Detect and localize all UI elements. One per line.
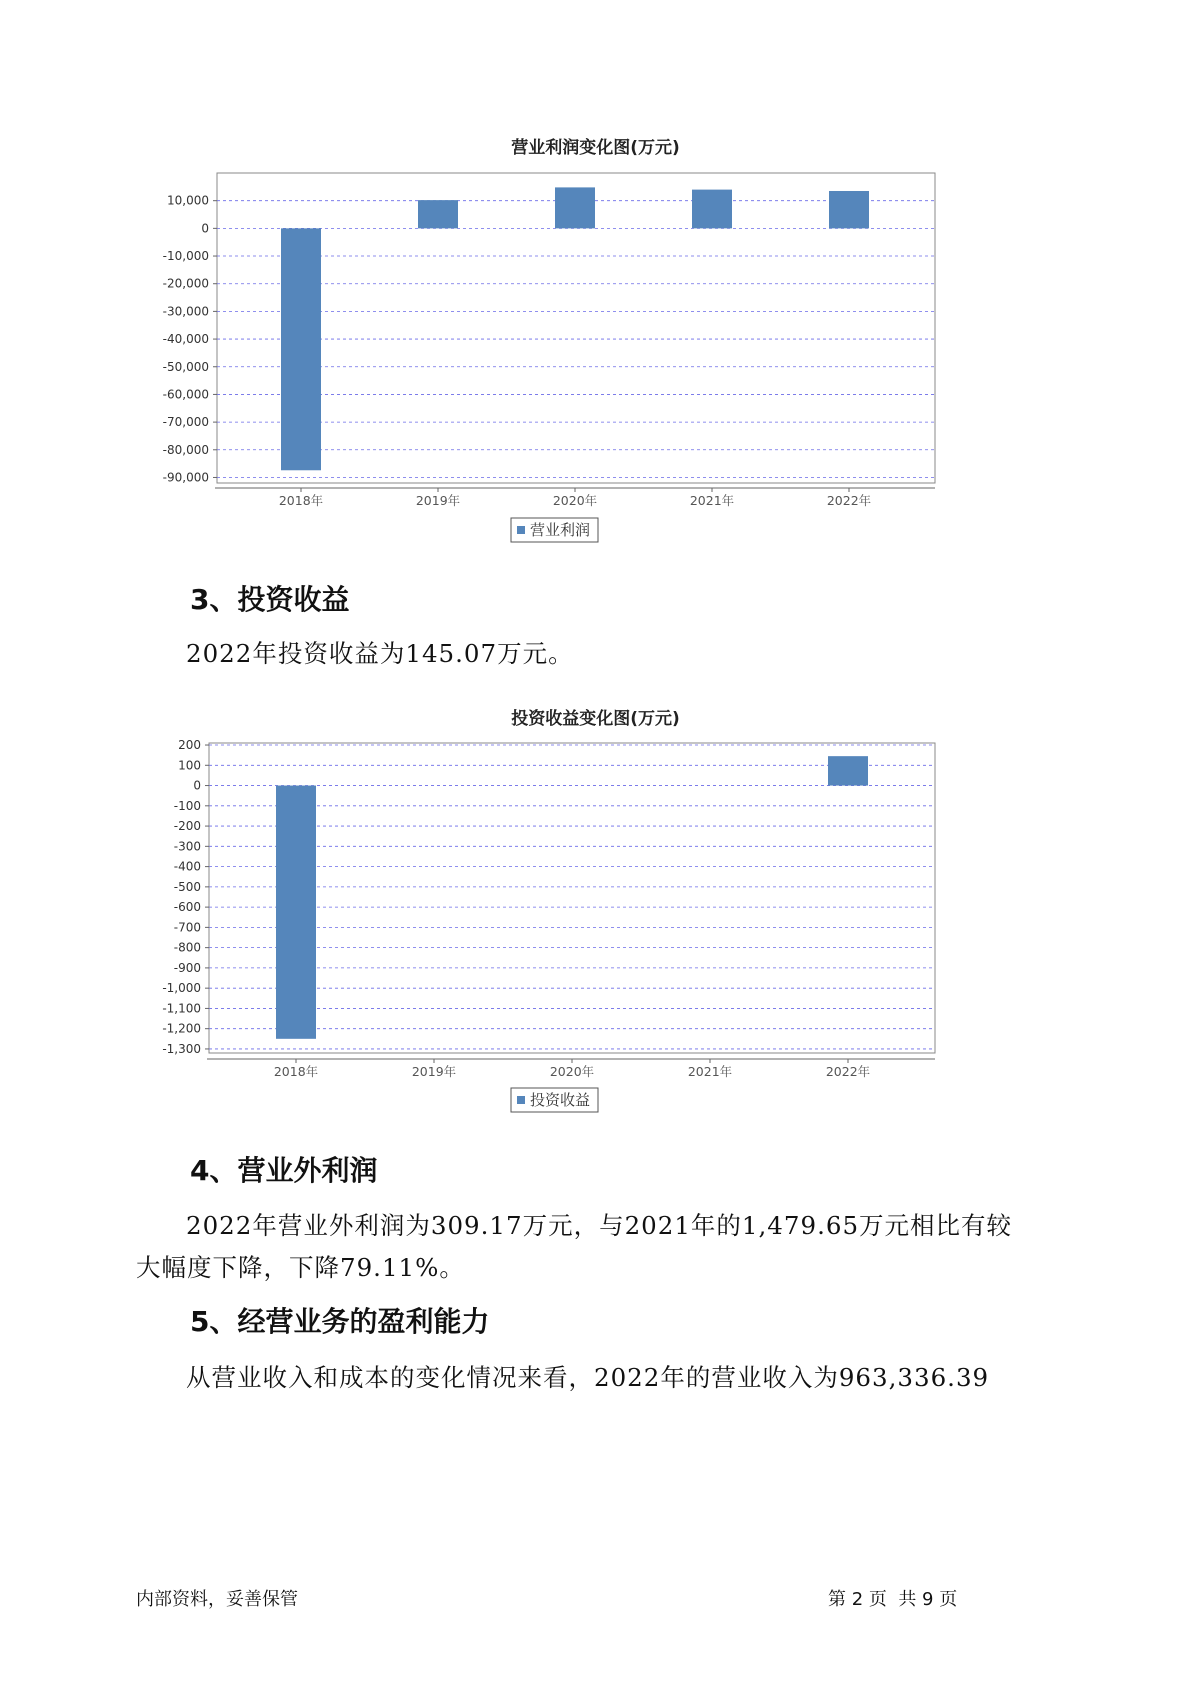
bar-2022年 — [828, 756, 868, 785]
y-tick-label: -50,000 — [162, 359, 209, 374]
y-tick-label: -1,000 — [162, 981, 201, 996]
operating-profit-chart — [0, 165, 1191, 555]
chart2-title: 投资收益变化图(万元) — [511, 709, 680, 729]
y-tick-label: -300 — [173, 839, 201, 854]
legend-swatch — [517, 1096, 525, 1104]
y-tick-label: 0 — [193, 778, 201, 793]
section-5-heading: 5、经营业务的盈利能力 — [190, 1305, 490, 1338]
x-tick-label: 2020年 — [552, 493, 598, 508]
section-4-heading: 4、营业外利润 — [190, 1154, 378, 1187]
x-tick-label: 2022年 — [825, 1064, 871, 1079]
bar-2019年 — [418, 200, 458, 228]
y-tick-label: -1,300 — [162, 1041, 201, 1056]
y-tick-label: -500 — [173, 879, 201, 894]
footer-page-number: 第 2 页 共 9 页 — [828, 1589, 958, 1610]
legend-label: 营业利润 — [530, 521, 591, 539]
legend-swatch — [517, 526, 525, 534]
y-tick-label: -80,000 — [162, 442, 209, 457]
investment-income-chart — [0, 735, 1191, 1125]
x-tick-label: 2019年 — [415, 493, 461, 508]
y-tick-label: 100 — [178, 758, 201, 773]
bar-2022年 — [829, 191, 869, 228]
bar-2018年 — [276, 786, 316, 1039]
y-tick-label: -70,000 — [162, 415, 209, 430]
y-tick-label: -100 — [173, 798, 201, 813]
section-3-heading: 3、投资收益 — [190, 583, 350, 616]
section-4-text-line2: 大幅度下降，下降79.11%。 — [136, 1253, 465, 1282]
bar-2018年 — [281, 228, 321, 470]
x-tick-label: 2021年 — [687, 1064, 733, 1079]
section-4-text-line1: 2022年营业外利润为309.17万元，与2021年的1,479.65万元相比有较 — [186, 1211, 1013, 1240]
section-5-text: 从营业收入和成本的变化情况来看，2022年的营业收入为963,336.39 — [186, 1363, 990, 1392]
y-tick-label: -200 — [173, 819, 201, 834]
y-tick-label: -10,000 — [162, 249, 209, 264]
y-tick-label: 10,000 — [167, 193, 209, 208]
section-3-text: 2022年投资收益为145.07万元。 — [186, 639, 574, 668]
y-tick-label: -800 — [173, 940, 201, 955]
footer-confidential: 内部资料，妥善保管 — [136, 1589, 298, 1610]
y-tick-label: -1,200 — [162, 1021, 201, 1036]
x-tick-label: 2020年 — [549, 1064, 595, 1079]
y-tick-label: -20,000 — [162, 276, 209, 291]
x-tick-label: 2022年 — [826, 493, 872, 508]
y-tick-label: -60,000 — [162, 387, 209, 402]
y-tick-label: -40,000 — [162, 332, 209, 347]
y-tick-label: 0 — [201, 221, 209, 236]
chart1-title: 营业利润变化图(万元) — [511, 138, 680, 158]
y-tick-label: -90,000 — [162, 470, 209, 485]
y-tick-label: -900 — [173, 960, 201, 975]
bar-2021年 — [692, 190, 732, 229]
y-tick-label: -1,100 — [162, 1001, 201, 1016]
y-tick-label: -30,000 — [162, 304, 209, 319]
bar-2020年 — [555, 187, 595, 228]
y-tick-label: -600 — [173, 900, 201, 915]
x-tick-label: 2019年 — [411, 1064, 457, 1079]
y-tick-label: 200 — [178, 738, 201, 753]
legend-label: 投资收益 — [530, 1091, 591, 1109]
plot-area — [209, 743, 935, 1053]
y-tick-label: -400 — [173, 859, 201, 874]
x-tick-label: 2021年 — [689, 493, 735, 508]
x-tick-label: 2018年 — [278, 493, 324, 508]
x-tick-label: 2018年 — [273, 1064, 319, 1079]
y-tick-label: -700 — [173, 920, 201, 935]
